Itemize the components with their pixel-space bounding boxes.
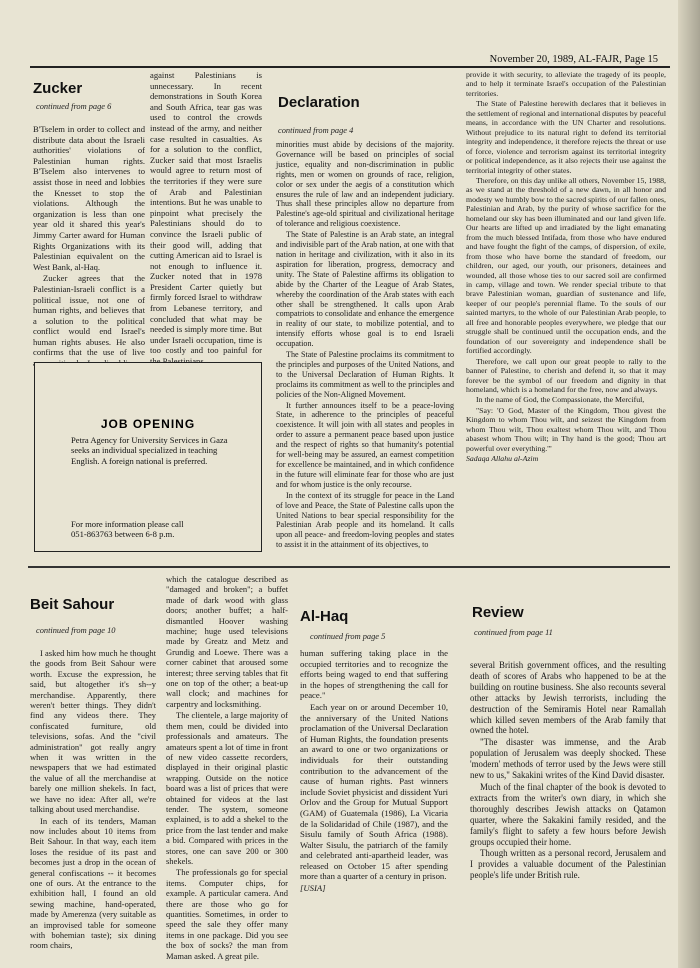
beit-sahour-paragraph: which the catalogue described as "damaged and broken"; a buffet made of dark wood with glass doors; another buffet; a half-dismantled Hoover washing machine; huge used televisions made by Greatz and Metz and Grundig and Loewe. There was a corner cabinet that aroused some interest; three serving tables that fit one on top of the other; a beat-up wall clock; and machines for carpentry and locksmithing. xyxy=(166,574,288,709)
review-headline: Review xyxy=(472,604,524,621)
zucker-paragraph: Zucker agrees that the Palestinian-Israeli conflict is a political issue, not one of human rights, and believes that a solution to the political conflict would end Israel's human rights abuses. He also confirms that the use of live xyxy=(33,273,145,358)
masthead-rule xyxy=(30,66,670,68)
declaration-paragraph: It further announces itself to be a peace-loving State, in adherence to the principles of peaceful coexistence. It will join with all states and peoples in order to assure a permanent peace based upon justice and the respect of rights so that humanity's potential for well-being may be assured, an earnest competition for excellence be maintained, and in which confidence in the future will eliminate fear for those who are just and for whom justice is the only recourse. xyxy=(276,400,454,489)
review-paragraph: several British government offices, and the resulting death of scores of Arabs who happened to be at the building on routine business. She also recounts several other attacks by Jewish terrorists, including the destruction of the Semiramis Hotel near Ramallah which killed seven members of the Arab family that owned the hotel. xyxy=(470,660,666,736)
declaration-paragraph: The State of Palestine proclaims its commitment to the principles and purposes of the United Nations, and to the Universal Declaration of Human Rights. It proclaims its commitment as well to the principles and policies of the Non-Aligned Movement. xyxy=(276,350,454,399)
beit-sahour-column-1 xyxy=(30,648,156,952)
beit-sahour-paragraph: I asked him how much he thought the goods from Beit Sahour were worth. Excuse the expression, he said, but altogether it's sh--y merchandise. Apparently, there weren't better things. They didn't find any videos there. They confiscated furniture, old televisions, sofas. And the "civil administration" got really angry when it was written in the newspapers that we had estimated the value of all the merchandise at barely one million shekels. In fact, we have no idea: After all, we're talking about used merchandise. xyxy=(30,648,156,815)
job-opening-box xyxy=(34,362,262,552)
beit-sahour-column-2 xyxy=(166,574,288,962)
review-paragraph: "The disaster was immense, and the Arab population of Jerusalem was deeply shocked. These 'modern' methods of terror used by the Jews were still new to us," Sakakini writes of the Kind David disaster. xyxy=(470,737,666,781)
declaration-paragraph: "Say: 'O God, Master of the Kingdom, Thou givest the Kingdom to whom Thou wilt, and seizest the Kingdom from whom Thou wilt, Thou exaltest whom Thou wilt, and Thou abasest whom Thou wilt; in Thy hand is the good; Thou art powerful over everything.'" xyxy=(466,405,666,453)
beit-sahour-paragraph: The clientele, a large majority of them men, could be divided into professionals and amateurs. The amateurs spent a lot of time in front of new video cassette recorders, displayed in their original plastic wrapping. Outside on the notice board was a list of prices that were obtained for videos at the last tender. The system, someone explained, is to add a shekel to the price from the last tender and make a bid. Compared with prices in the stores, one can save 200 or 300 shekels. xyxy=(166,710,288,866)
al-haq-column xyxy=(300,648,448,895)
review-continued: continued from page 11 xyxy=(474,628,553,637)
declaration-paragraph: Therefore, we call upon our great people to rally to the banner of Palestine, to cherish and defend it, so that it may forever be the symbol of our freedom and dignity in that homeland, which is a homeland for the free, now and always. xyxy=(466,356,666,394)
job-opening-text: Petra Agency for University Services in Gaza seeks an individual specialized in teaching English. A foreign national is preferred. xyxy=(71,435,228,466)
zucker-headline: Zucker xyxy=(33,80,83,97)
section-divider xyxy=(28,566,670,568)
al-haq-paragraph: Each year on or around December 10, the anniversary of the United Nations proclamation of the Universal Declaration of Human Rights, the foundation presents an award to one or two organizations or individuals for their outstanding contribution to the advancement of the cause of human rights. Past winners include Soviet physicist and dissident Yuri Orlov and the Group for Mutual Support (GAM) of Guatemala (1986), La Vicaria de la Solidaridad of Chile (1987), and the Sisulu family of South Africa (1988). Walter Sisulu, the patriarch of the family and celebrated anti-apartheid leader, was released on October 15 after spending more than a quarter of a century in prison. xyxy=(300,701,448,882)
declaration-paragraph: The State of Palestine is an Arab state, an integral and indivisible part of the Arab nation, at one with that nation in heritage and civilization, with it also in its aspiration for liberation, progress, democracy and unity. The State of Palestine affirms its obligation to abide by the Charter of the League of Arab States, whereby the coordination of the Arab states with each other shall be strengthened. It calls upon Arab compatriots to consolidate and enhance the emergence in reality of our state, to mobilize potential, and to intensify efforts whose goal is to end Israeli occupation. xyxy=(276,230,454,349)
review-paragraph: Though written as a personal record, Jerusalem and I provides a valuable document of the Palestinian people's life under British rule. xyxy=(470,848,666,881)
zucker-column-2 xyxy=(150,70,262,368)
al-haq-paragraph: human suffering taking place in the occupied territories and to recognize the efforts being waged to end that suffering in the hopes of strengthening the call for peace." xyxy=(300,648,448,701)
al-haq-headline: Al-Haq xyxy=(300,608,349,625)
beit-sahour-headline: Beit Sahour xyxy=(30,596,115,613)
declaration-headline: Declaration xyxy=(278,94,360,111)
declaration-paragraph: In the name of God, the Compassionate, the Merciful, xyxy=(476,395,645,405)
zucker-continued: continued from page 6 xyxy=(36,102,112,111)
declaration-paragraph: minorities must abide by decisions of the majority. Governance will be based on principles of social justice, equality and non-discrimination in public rights, men or women on grounds of race, religion, color or sex under the aegis of a constitution which ensures the rule of law and an independent judiciary. Thus shall these principles allow no departure from Palestine's age-old spiritual and civilizational heritage of tolerance and religious coexistence. xyxy=(276,140,454,229)
job-contact-line-1: For more information please call xyxy=(71,519,184,529)
zucker-paragraph: against Palestinians is unnecessary. In recent demonstrations in South Korea and South Africa, tear gas was used to control the crowds instead of the army, and neither case resulted in casualties. As for a solution to the conflict, Zucker said that most Israelis would agree to return most of the territories if they were sure of Arab and Palestinian intentions. But he was unable to pinpoint what precisely the Palestinians should do to convince the Israeli public of their good will, adding that cutting American aid to Israel is not enough to influence it. Zucker noted that in 1978 President Carter quietly but firmly forced Israel to withdraw from Lebanese territory, and concluded that what may be needed is simply more time. But under Israeli occupation, time is too costly and too painful for xyxy=(150,70,262,356)
job-opening-contact xyxy=(71,519,241,539)
al-haq-credit: [USIA] xyxy=(300,883,326,894)
masthead: November 20, 1989, AL-FAJR, Page 15 xyxy=(489,54,658,65)
job-opening-title: JOB OPENING xyxy=(100,417,196,431)
declaration-paragraph: Therefore, on this day unlike all others, November 15, 1988, as we stand at the threshold of a new dawn, in all honor and modesty we humbly bow to the sacred spirits of our fallen ones, Palestinian and Arab, by the purity of whose sacrifice for the homeland our sky has been illuminated and our land given life. Our hearts are lifted up and irradiated by the light emanating from the much blessed Intifada, from those who have endured and have fought the fight of the camps, of dispersion, of exile, from those who have borne the standard of freedom, our children, our aged, our youth, our prisoners, detainees and wounded, all those whose ties to our sacred soil are confirmed in camp, village and town. We render special tribute to that brave Palestinian woman, guardian of sustenance and life, keeper of our people's perennial flame. To the souls of our sainted martyrs, to the whole of our Palestinian Arab people, to all free and honorable peoples everywhere, we pledge that our struggle shall be continued until the occupation ends, and the foundation of our sovereignty and independence shall be fortified accordingly. xyxy=(466,175,666,356)
declaration-paragraph: In the context of its struggle for peace in the Land of love and Peace, the State of Palestine calls upon the United Nations to bear special responsibility for the Palestinian Arab people and its homeland. It calls upon all peace- and freedom-loving peoples and states to assist it in the attainment of its objectives, to xyxy=(276,490,454,550)
job-contact-line-2: 051-863763 between 6-8 p.m. xyxy=(71,529,175,539)
declaration-closing: Sadaqa Allahu al-Azim xyxy=(466,454,539,464)
declaration-continued: continued from page 4 xyxy=(278,126,354,135)
beit-sahour-paragraph: In each of its tenders, Maman now includes about 10 items from Beit Sahour. In that way, each item loses the residue of its past and becomes just a drop in the ocean of general confiscations -- it becomes one of ours. At the entrance to the exhibition hall, I found an old sewing machine, hand-operated, made by Amerenza (very suitable as an improvised table for someone with bohemian taste); six dining room chairs, xyxy=(30,815,156,951)
zucker-paragraph: B'Tselem in order to collect and distribute data about the Israeli authorities' violations of Palestinian human rights. B'Tselem also intervenes to assist those in need and lobbies the Knesset to stop the violations. Although the organization is less than one year old it shared this year's Jimmy Carter award for Human Rights Organizations with its Palestinian equivalent on the West Bank, al-Haq. xyxy=(33,124,145,272)
beit-sahour-paragraph: The professionals go for special items. Computer chips, for example. A particular camera. And there are those who go for quantities. Sometimes, in order to speed the sale they offer many items in one package. Did you see the box of socks? the man from Maman asked. A great pile. xyxy=(166,867,288,961)
review-column xyxy=(470,660,666,882)
page-spine xyxy=(678,0,700,968)
zucker-column-1 xyxy=(33,124,145,370)
declaration-paragraph: provide it with security, to alleviate the tragedy of its people, and to help it terminate Israel's occupation of the Palestinian territories. xyxy=(466,70,666,98)
review-paragraph: Much of the final chapter of the book is devoted to extracts from the writer's own diary, in which she thoroughly describes Jewish attacks on Qatamon quarter, where the Sakakini family resided, and the family's flight to safety a few hours before Jewish groups occupied their home. xyxy=(470,781,666,847)
al-haq-continued: continued from page 5 xyxy=(310,632,386,641)
declaration-column-2 xyxy=(466,70,666,465)
declaration-paragraph: The State of Palestine herewith declares that it believes in the settlement of regional and international disputes by peaceful means, in accordance with the UN Charter and resolutions. Without prejudice to its natural right to defend its territorial integrity and independence, it therefore rejects the threat or use of force, violence and terrorism against its territorial integrity or political independence, as it also rejects their use against the territorial integrity of other states. xyxy=(466,99,666,175)
beit-sahour-continued: continued from page 10 xyxy=(36,626,116,635)
declaration-column-1 xyxy=(276,140,454,551)
